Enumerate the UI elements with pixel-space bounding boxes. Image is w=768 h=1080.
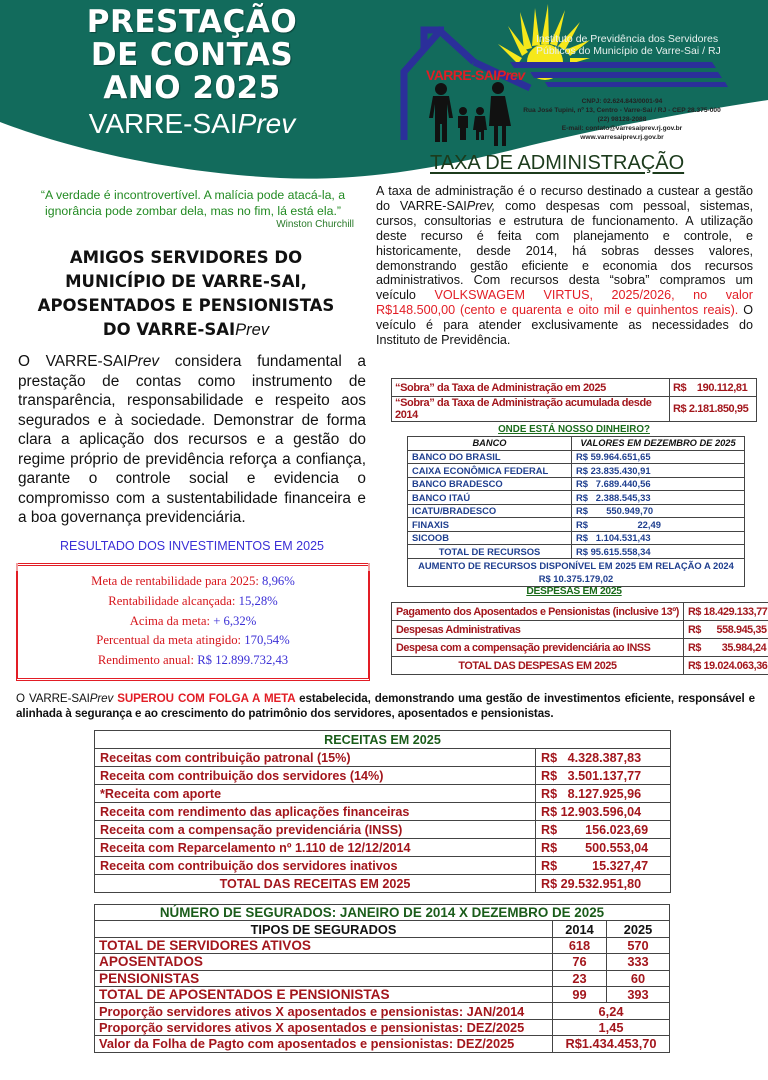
expense-value: R$ 558.945,35 [683,621,768,639]
ratio-row [95,1036,670,1052]
bank-name: BANCO DO BRASIL [408,450,572,464]
ratio-label: Proporção servidores ativos X aposentados e pensionistas: JAN/2014 [95,1003,553,1019]
column-header: VALORES EM DEZEMBRO DE 2025 [572,437,745,451]
table-row [392,639,768,657]
table-row [392,603,768,621]
investment-value: + 6,32% [213,613,257,628]
expense-value: R$ 18.429.133,77 [683,603,768,621]
table-row [408,504,745,518]
insured-2014: 99 [553,986,607,1002]
total-label: TOTAL DAS DESPESAS EM 2025 [392,657,684,675]
insured-2014: 618 [553,937,607,953]
increase-cell [408,558,745,586]
conclusion-prefix-italic: Prev [89,692,114,705]
intro-prefix: O VARRE-SAI [18,353,128,370]
insured-type: TOTAL DE APOSENTADOS E PENSIONISTAS [95,986,553,1002]
revenue-label: Receita com Reparcelamento nº 1.110 de 12/12/2014 [95,839,536,857]
bank-name: SICOOB [408,531,572,545]
banks-table [407,436,745,587]
greeting-heading [18,246,354,342]
investment-row [16,592,370,612]
increase-value: R$ 10.375.179,02 [538,573,614,584]
table-row [95,839,671,857]
conclusion-text: estabelecida, demonstrando uma gestão de investimentos eficiente, responsável e alinhada à segurança e ao crescimento do patrimônio dos servidores, aposentados e pensionistas. [16,692,756,720]
table-row [95,767,671,785]
ratio-value: 6,24 [553,1003,670,1019]
sobra-value: R$ 190.112,81 [670,379,757,397]
expenses-title: DESPESAS EM 2025 [526,586,622,597]
taxa-paragraph [376,184,753,348]
investment-value: 15,28% [238,593,278,608]
bank-value: R$ 23.835.430,91 [572,464,745,478]
conclusion-paragraph [16,691,755,721]
total-value: R$ 29.532.951,80 [536,875,671,893]
investment-value: R$ 12.899.732,43 [197,653,289,668]
table-row [95,937,670,953]
revenue-value: R$ 8.127.925,96 [536,785,671,803]
total-row [408,545,745,559]
expense-label: Despesa com a compensação previdenciária ao INSS [392,639,684,657]
revenue-value: R$ 12.903.596,04 [536,803,671,821]
table-row [392,379,757,397]
revenue-value: R$ 500.553,04 [536,839,671,857]
intro-text: considera fundamental a prestação de contas como instrumento de transparência, responsabilidade e respeito aos segurados e à sociedade. Demonstrar de forma clara a aplicação dos recursos e a gestão do regime próprio de previdência reforça a confiança, garante o controle social e evidencia o compromisso com a sustentabilidade financeira e a boa governança previdenciária. [18,353,366,526]
insured-type: PENSIONISTAS [95,970,553,986]
greeting-line-2: MUNICÍPIO DE VARRE-SAI, [65,272,307,291]
table-title-row [95,731,671,749]
table-row [408,450,745,464]
revenue-value: R$ 156.023,69 [536,821,671,839]
revenues-table [94,730,671,893]
expenses-table [391,602,768,675]
banks-title: ONDE ESTÁ NOSSO DINHEIRO? [498,424,650,435]
revenue-label: Receita com rendimento das aplicações financeiras [95,803,536,821]
sobra-label: “Sobra” da Taxa de Administração em 2025 [392,379,670,397]
revenues-title: RECEITAS EM 2025 [95,731,671,749]
greeting-line-4-italic: Prev [235,321,270,339]
investment-row [16,612,370,632]
title-line-1: PRESTAÇÃO [86,4,298,40]
bank-value: R$ 22,49 [572,518,745,532]
greeting-line-4 [18,318,354,342]
table-row [408,477,745,491]
table-row [392,397,757,422]
vehicle-highlight: VOLKSWAGEM VIRTUS, 2025/2026, no valor R$148.500,00 (cento e quarenta e oito mil e quinhentos reais). [376,288,753,318]
sobra-label: “Sobra” da Taxa de Administração acumulada desde 2014 [392,397,670,422]
column-header: BANCO [408,437,572,451]
table-row [95,954,670,970]
bank-name: BANCO ITAÚ [408,491,572,505]
revenue-label: Receita com contribuição dos servidores inativos [95,857,536,875]
greeting-line-3: APOSENTADOS E PENSIONISTAS [37,296,335,315]
insured-2025: 333 [607,954,670,970]
logo-brand-text [426,67,525,83]
ratio-row [95,1003,670,1019]
investment-label: Percentual da meta atingido: [96,633,245,648]
table-row [95,857,671,875]
table-row [408,464,745,478]
column-header: 2014 [553,921,607,937]
revenue-label: Receitas com contribuição patronal (15%) [95,749,536,767]
expense-label: Despesas Administrativas [392,621,684,639]
investment-label: Meta de rentabilidade para 2025: [91,574,263,588]
insured-2025: 393 [607,986,670,1002]
logo-brand-main: VARRE-SAI [426,67,497,83]
table-header-row [408,437,745,451]
conclusion-highlight: SUPEROU COM FOLGA A META [117,692,296,705]
document-title [0,6,384,141]
insured-table [94,904,670,1053]
revenue-label: Receita com contribuição dos servidores (14%) [95,767,536,785]
quote-text: “A verdade é incontrovertível. A malícia pode atacá-la, a ignorância pode zombar dela, mas no fim, lá está ela.” [40,188,346,218]
table-row [408,491,745,505]
table-row [392,621,768,639]
table-row [95,749,671,767]
total-value: R$ 95.615.558,34 [572,545,745,559]
greeting-line-4-main: DO VARRE-SAI [102,320,236,339]
investment-label: Rentabilidade alcançada: [108,593,239,608]
quote-block [28,187,358,231]
investments-title: RESULTADO DOS INVESTIMENTOS EM 2025 [60,539,324,553]
phone: (22) 98128-2088 [597,116,647,123]
bank-value: R$ 550.949,70 [572,504,745,518]
ratio-row [95,1019,670,1035]
title-brand [0,107,384,141]
institute-line-1: Instituto de Previdência dos Servidores [536,33,719,45]
insured-2025: 570 [607,937,670,953]
bank-value: R$ 7.689.440,56 [572,477,745,491]
insured-2014: 76 [553,954,607,970]
expense-label: Pagamento dos Aposentados e Pensionistas (inclusive 13º) [392,603,684,621]
total-label: TOTAL DAS RECEITAS EM 2025 [95,875,536,893]
revenue-label: Receita com a compensação previdenciária (INSS) [95,821,536,839]
table-row [95,785,671,803]
bank-name: ICATU/BRADESCO [408,504,572,518]
table-row [95,803,671,821]
total-value: R$ 19.024.063,36 [683,657,768,675]
intro-prefix-italic: Prev [127,353,160,370]
address: Rua José Tupini, nº 13, Centro - Varre-Sai / RJ - CEP 28.375-000 [523,107,721,114]
investment-value: 8,96% [262,574,295,588]
sobra-value: R$ 2.181.850,95 [670,397,757,422]
total-row [392,657,768,675]
website-link[interactable]: www.varresaiprev.rj.gov.br [580,134,664,141]
bank-name: BANCO BRADESCO [408,477,572,491]
ratio-value: 1,45 [553,1019,670,1035]
investment-label: Rendimento anual: [97,653,198,668]
insured-type: APOSENTADOS [95,954,553,970]
taxa-text-3: O veículo é para atender exclusivamente as necessidades do Instituto de Previdência. [376,303,753,348]
bank-value: R$ 1.104.531,43 [572,531,745,545]
increase-label: AUMENTO DE RECURSOS DISPONÍVEL EM 2025 EM RELAÇÃO A 2024 [418,560,734,571]
title-line-2: DE CONTAS [90,37,294,73]
revenue-value: R$ 4.328.387,83 [536,749,671,767]
bank-value: R$ 59.964.651,65 [572,450,745,464]
title-line-3: ANO 2025 [103,70,281,106]
insured-2014: 23 [553,970,607,986]
taxa-section-title: TAXA DE ADMINISTRAÇÃO [430,152,685,174]
taxa-text-1: A taxa de administração é o recurso destinado a custear a gestão do VARRE-SAI [376,184,753,213]
investment-row [16,651,370,671]
column-header: 2025 [607,921,670,937]
investment-label: Acima da meta: [129,613,214,628]
insured-2025: 60 [607,970,670,986]
table-title-row [95,905,670,921]
investment-row [16,631,370,651]
taxa-text-italic: Prev, [466,198,496,213]
column-header: TIPOS DE SEGURADOS [95,921,553,937]
logo-brand-italic: Prev [496,67,525,83]
bank-value: R$ 2.388.545,33 [572,491,745,505]
table-header-row [95,921,670,937]
expense-value: R$ 35.984,24 [683,639,768,657]
ratio-label: Valor da Folha de Pagto com aposentados e pensionistas: DEZ/2025 [95,1036,553,1052]
quote-author: Winston Churchill [276,219,354,230]
investments-results [16,572,370,671]
institute-line-2: Públicos do Município de Varre-Sai / RJ [536,44,721,57]
sobra-table [391,378,757,422]
table-row [95,821,671,839]
brand-main: VARRE-SAI [88,108,238,139]
greeting-line-1: AMIGOS SERVIDORES DO [69,248,303,267]
cnpj: CNPJ: 02.624.843/0001-94 [581,98,663,105]
institute-name [536,34,721,57]
investment-value: 170,54% [244,633,290,648]
brand-italic: Prev [237,108,296,139]
total-row [95,875,671,893]
bank-name: FINAXIS [408,518,572,532]
investment-row [16,572,370,592]
table-row [95,986,670,1002]
bank-name: CAIXA ECONÔMICA FEDERAL [408,464,572,478]
total-label: TOTAL DE RECURSOS [408,545,572,559]
table-row [408,531,745,545]
revenue-value: R$ 3.501.137,77 [536,767,671,785]
table-row [408,518,745,532]
email[interactable]: E-mail: contato@varresaiprev.rj.gov.br [561,125,683,132]
insured-type: TOTAL DE SERVIDORES ATIVOS [95,937,553,953]
intro-paragraph [18,352,366,528]
increase-row [408,558,745,586]
revenue-value: R$ 15.327,47 [536,857,671,875]
ratio-label: Proporção servidores ativos X aposentados e pensionistas: DEZ/2025 [95,1019,553,1035]
table-row [95,970,670,986]
insured-title: NÚMERO DE SEGURADOS: JANEIRO DE 2014 X DEZEMBRO DE 2025 [95,905,670,921]
conclusion-prefix: O VARRE-SAI [16,692,90,705]
taxa-text-2: como despesas com pessoal, sistemas, cursos, consultorias e estrutura de funcionamento. A utilização deste recurso é feita com planejamento e controle, e historicamente, desde 2014, há sobras desses valores, demonstrando gestão eficiente e economia dos recursos administrativos. Com recursos desta “sobra” compramos um veículo [376,198,753,303]
ratio-value: R$1.434.453,70 [553,1036,670,1052]
contact-info [512,97,732,142]
revenue-label: *Receita com aporte [95,785,536,803]
